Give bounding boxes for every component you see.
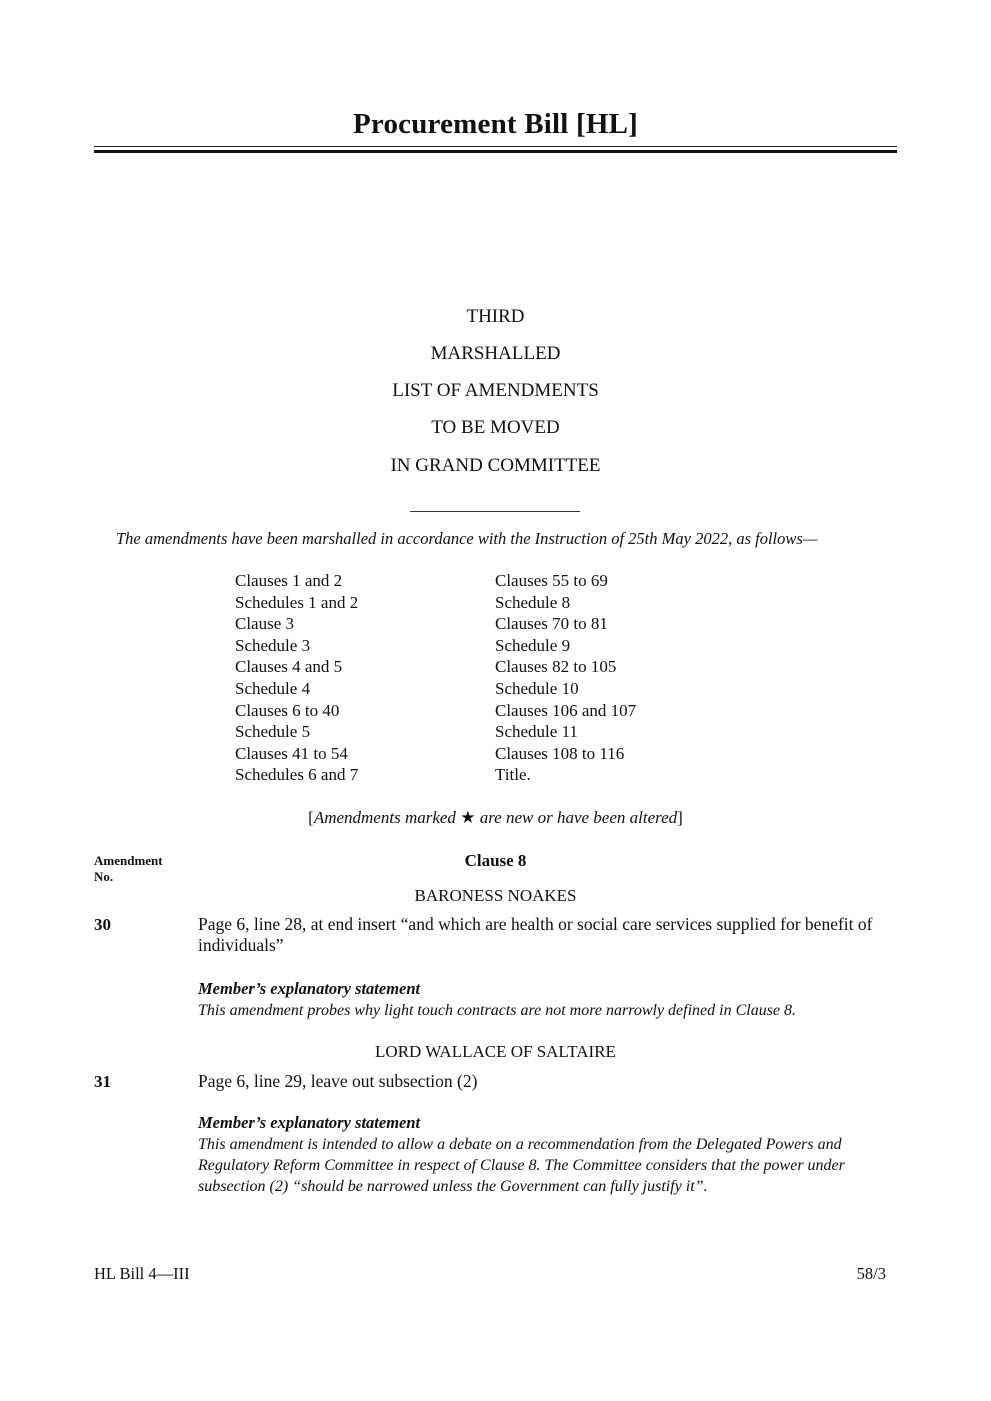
member-name: BARONESS NOAKES (414, 886, 577, 905)
explanatory-statement-heading: Member’s explanatory statement (198, 1113, 421, 1132)
order-item: Clauses 1 and 2 (235, 571, 343, 590)
section-divider (410, 511, 580, 512)
order-list-left (235, 570, 358, 786)
explanatory-statement-heading: Member’s explanatory statement (198, 979, 421, 998)
order-item: Schedules 1 and 2 (235, 592, 359, 612)
bill-reference: HL Bill 4—III (94, 1264, 190, 1283)
amendment-number: 31 (94, 1072, 111, 1091)
amendment-label-no: No. (94, 869, 114, 884)
order-item: Clauses 106 and 107 (495, 700, 637, 720)
order-item: Schedule 4 (235, 678, 311, 698)
order-item: Clauses 4 and 5 (235, 657, 343, 677)
heading-line: IN GRAND COMMITTEE (390, 455, 601, 476)
explanatory-statement: This amendment is intended to allow a debate on a recommendation from the Delegated Powers and Regulatory Reform Committee in respect of Clause 8. The Committee considers that the power under subsection (2) “should be narrowed unless the Government can fully justify it”. (198, 1136, 845, 1195)
order-item: Schedule 11 (495, 722, 578, 742)
order-item: Clauses 55 to 69 (495, 571, 608, 590)
page-reference: 58/3 (856, 1264, 886, 1283)
bracket: ] (677, 808, 683, 827)
marshalling-intro: The amendments have been marshalled in accordance with the Instruction of 25th May 2022, as follows— (116, 529, 818, 548)
amendment-text: Page 6, line 29, leave out subsection (2) (198, 1071, 478, 1091)
explanatory-statement: This amendment probes why light touch contracts are not more narrowly defined in Clause 8. (198, 1002, 797, 1019)
clause-heading: Clause 8 (464, 851, 527, 870)
order-item: Clauses 41 to 54 (235, 743, 348, 763)
order-item: Clauses 70 to 81 (495, 614, 608, 634)
order-item: Schedules 6 and 7 (235, 765, 359, 785)
heading-line: LIST OF AMENDMENTS (392, 380, 599, 401)
amendment-number: 30 (94, 915, 111, 934)
heading-line: MARSHALLED (430, 343, 561, 364)
order-item: Schedule 9 (495, 635, 571, 655)
order-item: Schedule 10 (495, 678, 579, 698)
title-rule-thick (94, 150, 897, 153)
heading-line: TO BE MOVED (431, 417, 560, 438)
star-icon: ★ (460, 808, 476, 827)
order-item: Schedule 8 (495, 592, 571, 612)
amendment-text: Page 6, line 28, at end insert “and which are health or social care services supplied for benefit of individuals” (198, 914, 873, 955)
member-name: LORD WALLACE OF SALTAIRE (375, 1042, 616, 1061)
order-item: Title. (495, 765, 531, 785)
order-item: Schedule 5 (235, 722, 311, 742)
heading-line: THIRD (466, 306, 525, 327)
amendment-label-text: Amendment (94, 853, 163, 868)
bracket: [ (308, 808, 314, 827)
new-amendments-note (0, 808, 991, 828)
order-item: Schedule 3 (235, 635, 311, 655)
order-item: Clause 3 (235, 614, 295, 634)
order-item: Clauses 82 to 105 (495, 657, 617, 677)
title-rule-thin (94, 146, 897, 147)
document-title: Procurement Bill [HL] (352, 108, 639, 140)
order-item: Clauses 6 to 40 (235, 700, 340, 720)
note-text: Amendments marked (313, 808, 461, 827)
order-item: Clauses 108 to 116 (495, 743, 625, 763)
order-list-right (495, 570, 636, 786)
note-text: are new or have been altered (475, 808, 678, 827)
